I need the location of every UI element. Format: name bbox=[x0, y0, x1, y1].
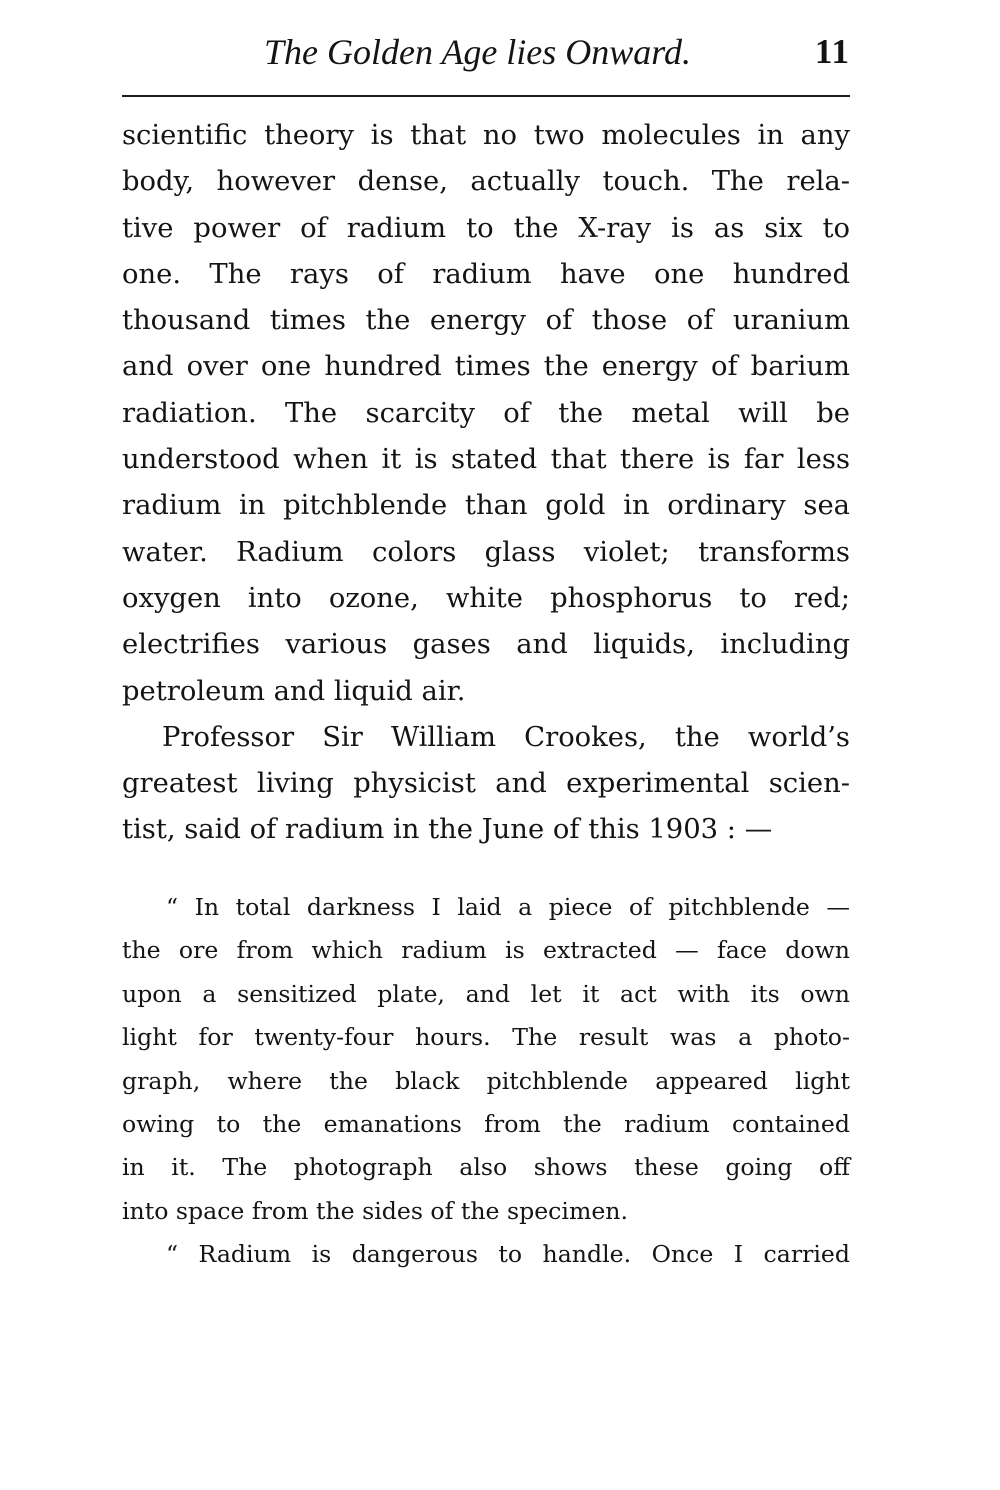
running-title: The Golden Age lies Onward. bbox=[264, 32, 691, 72]
body-line: electrifies various gases and liquids, including bbox=[122, 629, 850, 661]
body-line: water. Radium colors glass violet; transforms bbox=[122, 536, 850, 568]
body-line: greatest living physicist and experimental scien- bbox=[122, 768, 850, 800]
quote-line: graph, where the black pitchblende appeared light bbox=[122, 1066, 850, 1095]
quote-line: the ore from which radium is extracted — face down bbox=[122, 936, 850, 965]
running-head bbox=[122, 30, 850, 74]
body-line: understood when it is stated that there is far less bbox=[122, 444, 850, 476]
header-rule bbox=[122, 95, 850, 97]
quote-line: owing to the emanations from the radium contained bbox=[122, 1109, 850, 1138]
body-line: thousand times the energy of those of uranium bbox=[122, 305, 850, 337]
quote-paragraph-radium-danger bbox=[122, 1233, 850, 1276]
body-line: Professor Sir William Crookes, the world’s bbox=[162, 721, 850, 753]
body-line: body, however dense, actually touch. The rela- bbox=[122, 166, 850, 198]
paragraph-crookes-introduction bbox=[122, 715, 850, 854]
body-line: radiation. The scarcity of the metal will be bbox=[122, 397, 850, 429]
body-line: tive power of radium to the X-ray is as six to bbox=[122, 212, 850, 244]
body-text bbox=[122, 113, 850, 854]
quote-line: “ Radium is dangerous to handle. Once I carried bbox=[166, 1240, 850, 1269]
body-line: one. The rays of radium have one hundred bbox=[122, 258, 850, 290]
body-line: radium in pitchblende than gold in ordinary sea bbox=[122, 490, 850, 522]
body-line: scientific theory is that no two molecules in any bbox=[122, 120, 850, 151]
quote-paragraph-pitchblende bbox=[122, 886, 850, 1233]
paragraph-radium-properties bbox=[122, 113, 850, 715]
body-line: and over one hundred times the energy of barium bbox=[122, 351, 850, 383]
body-line: petroleum and liquid air. bbox=[122, 675, 466, 707]
page-number: 11 bbox=[814, 32, 850, 71]
quote-line: upon a sensitized plate, and let it act with its own bbox=[122, 979, 850, 1008]
block-quotation bbox=[122, 886, 850, 1277]
quote-line: light for twenty-four hours. The result was a photo- bbox=[122, 1023, 850, 1052]
quote-line: into space from the sides of the specimen. bbox=[122, 1196, 628, 1225]
body-line: tist, said of radium in the June of this 1903 : — bbox=[122, 814, 773, 846]
body-line: oxygen into ozone, white phosphorus to red; bbox=[122, 582, 850, 614]
quote-line: “ In total darkness I laid a piece of pitchblende — bbox=[166, 893, 850, 921]
quote-line: in it. The photograph also shows these going off bbox=[122, 1153, 850, 1182]
